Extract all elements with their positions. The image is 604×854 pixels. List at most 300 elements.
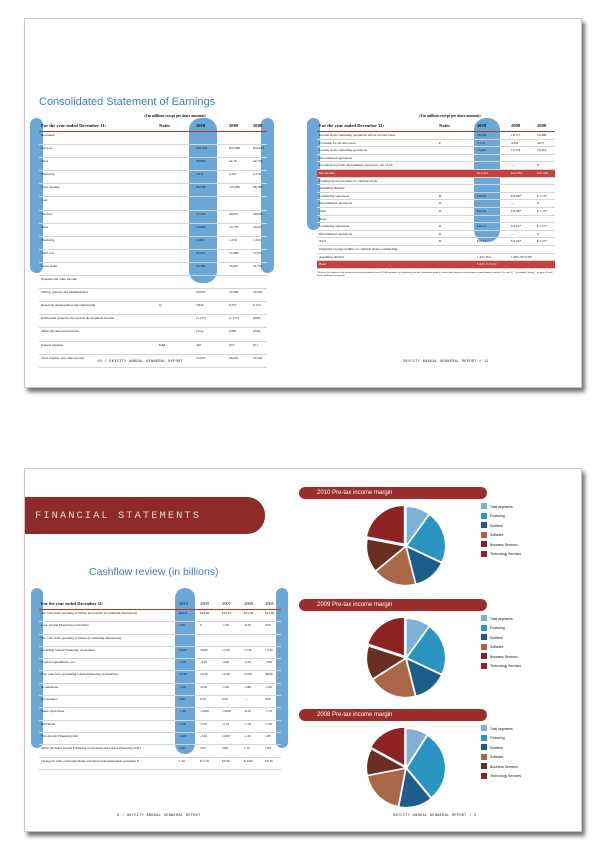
row-value-2: $ 8.89* (511, 193, 522, 198)
table-row (317, 261, 555, 269)
row-value-3: 22,060 (253, 290, 263, 295)
legend-label: Business Services (490, 654, 518, 659)
row-value-3: 4,071 (537, 140, 545, 145)
row-value-1: $13,425 (477, 170, 489, 175)
header-year-1: 2010 (179, 601, 188, 606)
row-value-3: $5.20 (222, 758, 230, 763)
row-value-1: -2.90 (179, 721, 187, 726)
table-row (39, 708, 281, 720)
footer-left: 8 / SKYCITY ANNUAL GENNERAL REPORT (117, 814, 201, 818)
row-value-3: 12.40 (222, 672, 230, 677)
pie-title: 2009 Pre-tax income margin (299, 599, 487, 611)
section-banner-title: FINANCIAL STATEMENTS (35, 510, 202, 522)
table-row (39, 158, 267, 171)
row-value-4: — (244, 697, 248, 702)
header-label: For the year ended December 31: (41, 601, 104, 606)
row-value-2: $ 8.89* (511, 208, 522, 213)
row-label: Total expense and other income (41, 355, 85, 360)
table-row (39, 659, 281, 671)
header-notes: Notes (159, 123, 170, 128)
header-year-5: 2005 (265, 601, 274, 606)
row-label: Earnings/(loss) per share of common stock: (319, 178, 379, 183)
row-value-2: -3.30 (200, 733, 208, 738)
row-label: Total cost (41, 250, 55, 255)
row-value-3: $16.10 (222, 611, 232, 615)
row-value-1: — (477, 201, 481, 206)
pie-chart (365, 617, 447, 699)
legend-label: Software (490, 645, 504, 649)
table-row (317, 162, 555, 170)
row-value-3: 41,729 (253, 263, 263, 268)
legend-label: Systems (490, 745, 503, 750)
row-label: Financing (41, 172, 55, 177)
row-value-2: $55,090 (229, 146, 241, 151)
table-row (317, 254, 555, 262)
table-row (39, 171, 267, 184)
row-value-4: -1.10 (244, 733, 252, 738)
row-label: Services (41, 211, 53, 216)
header-year-3: 2008 (537, 123, 547, 128)
row-value-3: 0.30 (222, 697, 228, 702)
row-label: Interest expense (41, 342, 63, 347)
row-label: Sales (41, 224, 49, 229)
row-value-2: 0 (200, 623, 202, 628)
table-header (39, 599, 281, 610)
table-row (39, 145, 267, 158)
row-notes: Q (159, 303, 162, 308)
row-value-2: 0.10 (200, 697, 206, 702)
row-value-1: 1.30 (179, 758, 185, 763)
page-title: Cashflow review (in billions) (89, 566, 219, 578)
legend-swatch (481, 503, 487, 509)
row-value-1: $10.01 (477, 193, 487, 198)
row-value-5: 0.00 (265, 623, 271, 628)
row-value-3: 2,576 (253, 172, 261, 177)
row-value-1: 1.90 (179, 623, 185, 628)
row-label: Discontinued operations (319, 155, 353, 160)
table-row (317, 132, 555, 140)
legend-swatch (481, 725, 487, 731)
row-value-1: 5,820 (196, 303, 204, 308)
row-value-1: 3.50 (179, 746, 185, 751)
legend-label: Business Services (490, 764, 518, 769)
row-label: Research, development and engineering (41, 303, 96, 308)
legend-swatch (481, 551, 487, 557)
legend-label: Technology Services (490, 552, 522, 556)
row-value-4: $15.00 (244, 611, 254, 615)
earnings-table-left (39, 121, 267, 368)
row-value-3: 27,240 (253, 355, 263, 360)
row-value-4: 1.10 (244, 746, 250, 751)
footer-right: SKYCITY ANNUAL GENNERAL REPORT / 9 (393, 814, 477, 818)
row-value-2: 57,969 (229, 250, 239, 255)
row-label: Free cash flow (excluding Global Financing receivables) (41, 672, 119, 677)
row-label: Continuing operations (319, 224, 350, 229)
header-year-1: 2010 (196, 123, 206, 128)
table-row (39, 302, 267, 315)
legend-swatch (481, 522, 487, 528)
row-label: Provision for income taxes (319, 140, 356, 145)
table-row (39, 276, 267, 289)
table-row (317, 147, 555, 155)
row-value-2: (1,153) (229, 316, 239, 321)
row-value-2: 42,16 (229, 159, 237, 164)
row-label: Discontinued operations (319, 201, 353, 206)
table-row (317, 231, 555, 239)
page-title: Consolidated Statement of Earnings (39, 96, 216, 108)
row-value-4: -3.80 (244, 684, 252, 689)
row-value-2: 2,301 (229, 172, 237, 177)
row-value-5: 0.90 (265, 697, 271, 702)
legend-label: Financing (490, 626, 505, 630)
row-value-1: 18,138 (477, 133, 487, 137)
row-label: Discontinued operations (319, 231, 353, 236)
row-label: Expense and other income (41, 277, 77, 282)
legend-swatch (481, 735, 487, 741)
footer-left: 10 / SKYCITY ANNUAL GENNERAL REPORT (97, 360, 183, 364)
row-value-4: 15.20 (244, 647, 252, 652)
row-value-1: 95,738 (196, 185, 206, 190)
row-value-2: 18.80 (200, 647, 208, 652)
row-value-3: 14,489 (537, 133, 547, 137)
row-value-2: 23,386 (229, 290, 239, 295)
row-value-1: -7.40 (179, 709, 187, 714)
row-value-2: — (511, 231, 515, 236)
report-spread-cashflow (24, 468, 582, 832)
header-label: For the year ended December 31: (41, 123, 107, 128)
row-value-3: 6,153 (253, 303, 261, 308)
unit-note-right: ($ in millions except per share amounts) (419, 114, 481, 118)
row-value-1: (351) (196, 329, 204, 334)
header-year-4: 2008 (244, 601, 253, 606)
row-value-2: -6.30 (200, 684, 208, 689)
row-value-2: 28,945 (229, 355, 239, 360)
row-value-1: 14.30 (179, 672, 187, 677)
row-label: Cost (41, 198, 48, 203)
row-value-2: — (511, 201, 515, 206)
row-value-3: 1,343 (253, 237, 261, 242)
legend-swatch (481, 513, 487, 519)
row-value-1: 1,327,354 (477, 254, 491, 259)
row-value-4: -1.70 (244, 721, 252, 726)
row-label: Continuing operations (319, 193, 350, 198)
row-value-3: -1.00 (222, 684, 230, 689)
row-label: Total (319, 239, 326, 244)
row-value-2: $ 9.02* (511, 224, 522, 229)
header-year-1: 2010 (477, 123, 487, 128)
row-label: Financing (41, 237, 55, 242)
table-row (39, 610, 281, 622)
pie-slice-technology-services (367, 506, 404, 544)
row-label: Selling, general and administrative (41, 290, 89, 295)
row-value-2: 673 (229, 342, 235, 347)
row-value-4: 10.60 (244, 672, 252, 677)
row-value-3: -2.10 (222, 721, 230, 726)
header-year-3: 2008 (253, 123, 263, 128)
row-value-3: $ 7.27* (537, 239, 548, 244)
row-value-5: -3.80 (265, 660, 273, 665)
row-value-5: 15.20 (265, 647, 273, 652)
table-row (39, 328, 267, 341)
row-label: Share repurchase (41, 709, 65, 714)
row-value-1: 13,425 (477, 148, 487, 153)
row-label: Less: Global Financing receivables (41, 623, 89, 628)
row-value-2: 1,385,797,039* (511, 254, 533, 259)
row-value-1: 37,146 (196, 211, 206, 216)
legend-label: Total segments (490, 726, 513, 731)
row-value-3: -4.60 (222, 660, 230, 665)
table-header (317, 121, 555, 132)
row-value-2: 103,630 (229, 185, 241, 190)
row-value-3: 8 (537, 163, 539, 168)
legend-swatch (481, 634, 487, 640)
row-label: Net income (319, 170, 335, 175)
row-value-2: (298) (229, 329, 237, 334)
table-row (317, 178, 555, 186)
table-row (317, 200, 555, 208)
row-value-5: $0.10 (265, 758, 273, 763)
table-row (39, 132, 267, 145)
row-label: Income from continuing operations (319, 148, 367, 153)
table-row (317, 155, 555, 163)
row-notes: R (439, 201, 442, 206)
row-value-1: -4.10 (179, 733, 187, 738)
row-value-5: 88.60 (265, 672, 273, 677)
row-value-2: 14.20 (200, 672, 208, 677)
table-row (39, 635, 281, 647)
table-row (317, 208, 555, 216)
pie-title: 2008 Pre-tax income margin (299, 709, 487, 721)
row-value-3: -1.30 (222, 623, 230, 628)
row-value-1: 4,713 (477, 140, 485, 145)
table-row (39, 289, 267, 302)
row-label: excluding Global Financing receivables (41, 647, 95, 652)
legend-label: Financing (490, 514, 505, 518)
row-label: Assuming dilution: (319, 186, 346, 191)
row-label: Assuming dilution (319, 254, 345, 259)
table-row (39, 647, 281, 659)
row-value-3: $ 7.15* (537, 193, 548, 198)
row-value-3: (958) (253, 316, 261, 321)
row-value-2: 45,661 (229, 263, 239, 268)
row-value-5: $14.90 (265, 611, 275, 615)
row-label: Revenues (41, 133, 55, 137)
row-value-1: $19.8 (179, 611, 187, 615)
table-row (39, 224, 267, 237)
row-label: Capital expenditures, net (41, 660, 75, 665)
row-label: Non-Global Financing debt (41, 733, 79, 738)
header-year-3: 2007 (222, 601, 231, 606)
legend-label: Systems (490, 523, 503, 528)
earnings-table-right (317, 121, 555, 277)
legend-label: Total segments (490, 504, 513, 509)
table-row (39, 671, 281, 683)
legend-label: Software (490, 755, 504, 759)
legend-swatch (481, 744, 487, 750)
row-value-4: -8.10 (244, 709, 252, 714)
table-row (39, 250, 267, 263)
table-row (39, 237, 267, 250)
row-notes: K&L (159, 342, 167, 347)
row-value-2: — (511, 163, 515, 168)
pie-chart (365, 505, 447, 587)
row-label: Acquisitions (41, 684, 59, 689)
pie-chart (365, 727, 447, 809)
row-value-1: 1,100 (196, 237, 204, 242)
row-label: Total revenue (41, 185, 60, 190)
row-notes: R (439, 208, 442, 213)
table-row (39, 622, 281, 634)
row-value-3: 611 (253, 342, 258, 347)
row-label: Gross profit (41, 263, 58, 268)
row-label: Income from continuing operations before income taxes (319, 133, 396, 137)
header-year-2: 2009 (511, 123, 521, 128)
row-label: Net cash from operating activities (Continuing Operations), (41, 635, 122, 640)
row-value-2: 16,715 (511, 133, 521, 137)
legend-swatch (481, 625, 487, 631)
header-notes: Notes (439, 123, 450, 128)
row-value-3: $ 7.27* (537, 224, 548, 229)
legend-swatch (481, 541, 487, 547)
row-value-2: $18.80 (200, 611, 210, 615)
row-value-5: 1.80 (265, 746, 271, 751)
table-row (39, 733, 281, 745)
row-label: Income/(loss) from discontinued operations, net of tax (319, 163, 393, 168)
row-value-4: -0.30 (244, 623, 252, 628)
legend-label: Software (490, 533, 504, 537)
row-value-2: $ 9.02* (511, 239, 522, 244)
row-value-1: 25,647 (196, 355, 206, 360)
row-value-1: — (477, 231, 481, 236)
row-label: Other (income) and expense (41, 329, 80, 334)
row-label: Basic: (319, 216, 328, 221)
table-row (317, 193, 555, 201)
row-value-1: $10.01 (477, 208, 487, 213)
legend-swatch (481, 644, 487, 650)
row-value-3: 98,786 (253, 185, 263, 190)
legend-swatch (481, 773, 487, 779)
pie-slice-software (368, 769, 405, 806)
row-value-2: 1,256 (229, 237, 237, 242)
row-value-5: 1.80 (265, 733, 271, 738)
row-label: Intellectual property and custom development income (41, 316, 115, 321)
row-value-2: 15,776 (229, 224, 239, 229)
row-label: Net cash from operating activities per GAAP: (Continuing Operations) (41, 611, 138, 615)
row-value-2: 6,337 (229, 303, 237, 308)
row-value-3: (626) (253, 329, 261, 334)
table-row (317, 170, 555, 178)
legend-label: Systems (490, 635, 503, 640)
row-value-1: $56,358 (196, 146, 208, 151)
row-value-4: $-0.00 (244, 758, 253, 763)
pie-title: 2010 Pre-tax income margin (299, 487, 487, 499)
table-row (39, 745, 281, 757)
row-value-5: -1.40 (265, 684, 273, 689)
legend-swatch (481, 532, 487, 538)
row-value-2: 3.00 (200, 746, 206, 751)
legend-label: Technology Services (490, 664, 522, 668)
header-year-2: 2009 (200, 601, 209, 606)
header-label: For the year ended December 31: (319, 123, 385, 128)
row-notes: R (439, 239, 442, 244)
row-value-3: 17.40 (222, 647, 230, 652)
row-value-4: -4.70 (244, 660, 252, 665)
row-value-2: -10.60 (200, 709, 209, 714)
row-value-3: $ 7.15* (537, 208, 548, 213)
row-value-3: $54,012 (253, 146, 265, 151)
row-label: Total (319, 208, 326, 213)
row-value-1: -3.70 (179, 660, 187, 665)
row-value-1: $10.12 (477, 239, 487, 244)
row-value-3: 0 (537, 201, 539, 206)
row-value-2: 4,381 (511, 140, 519, 145)
legend-swatch (481, 615, 487, 621)
footer-right: SKYCITY ANNUAL GENNERAL REPORT / 11 (403, 360, 489, 364)
row-value-1: 13,606 (196, 224, 206, 229)
row-label: Weighted-average number of common shares outstanding: (319, 246, 399, 251)
row-label: Change in cash, cash equivalents and short-term marketable securities $ (41, 758, 139, 763)
legend-swatch (481, 763, 487, 769)
row-label: Sales (41, 159, 49, 164)
row-value-3: 10.90 (222, 733, 230, 738)
row-value-3: 42,750 (253, 159, 263, 164)
row-value-3: $10,426 (537, 170, 549, 175)
row-value-3: -18.80 (222, 709, 231, 714)
table-row (317, 246, 555, 254)
row-value-3: 3.80 (222, 746, 228, 751)
legend-swatch (481, 663, 487, 669)
table-row (317, 238, 555, 246)
row-value-1: 51,974 (196, 250, 206, 255)
legend-swatch (481, 754, 487, 760)
row-value-2: $-5.70 (200, 758, 209, 763)
table-row (39, 696, 281, 708)
row-value-1: 20,952 (196, 290, 206, 295)
row-notes: R (439, 224, 442, 229)
cashflow-table (39, 599, 281, 770)
row-value-3: 16,525 (253, 224, 263, 229)
table-row (39, 342, 267, 355)
table-row (39, 197, 267, 210)
legend-label: Financing (490, 736, 505, 740)
header-year-2: 2009 (229, 123, 239, 128)
row-value-1: 0.40 (179, 697, 185, 702)
row-notes: R (439, 193, 442, 198)
row-value-2: 12,334 (511, 148, 521, 153)
table-row (39, 684, 281, 696)
row-label: Basic (319, 262, 327, 267)
table-header (39, 121, 267, 132)
row-value-1: 1,327,157,410 (477, 262, 497, 267)
table-row (317, 185, 555, 193)
table-row (317, 216, 555, 224)
row-value-5: -7.70 (265, 709, 273, 714)
row-value-1: 2,011 (196, 172, 204, 177)
row-value-1: 43,784 (196, 263, 206, 268)
row-label: Divestitures (41, 697, 58, 702)
row-value-3: 39,646 (253, 211, 263, 216)
row-value-1: (1,177) (196, 316, 206, 321)
row-value-1: -1.20 (179, 684, 187, 689)
row-label: Dividends (41, 721, 55, 726)
row-label: Services (41, 146, 53, 151)
legend-label: Total segments (490, 616, 513, 621)
legend-label: Technology Services (490, 774, 522, 778)
table-row (317, 140, 555, 148)
row-notes: R (439, 231, 442, 236)
row-value-1: 18.00 (179, 647, 187, 652)
table-row (39, 721, 281, 733)
